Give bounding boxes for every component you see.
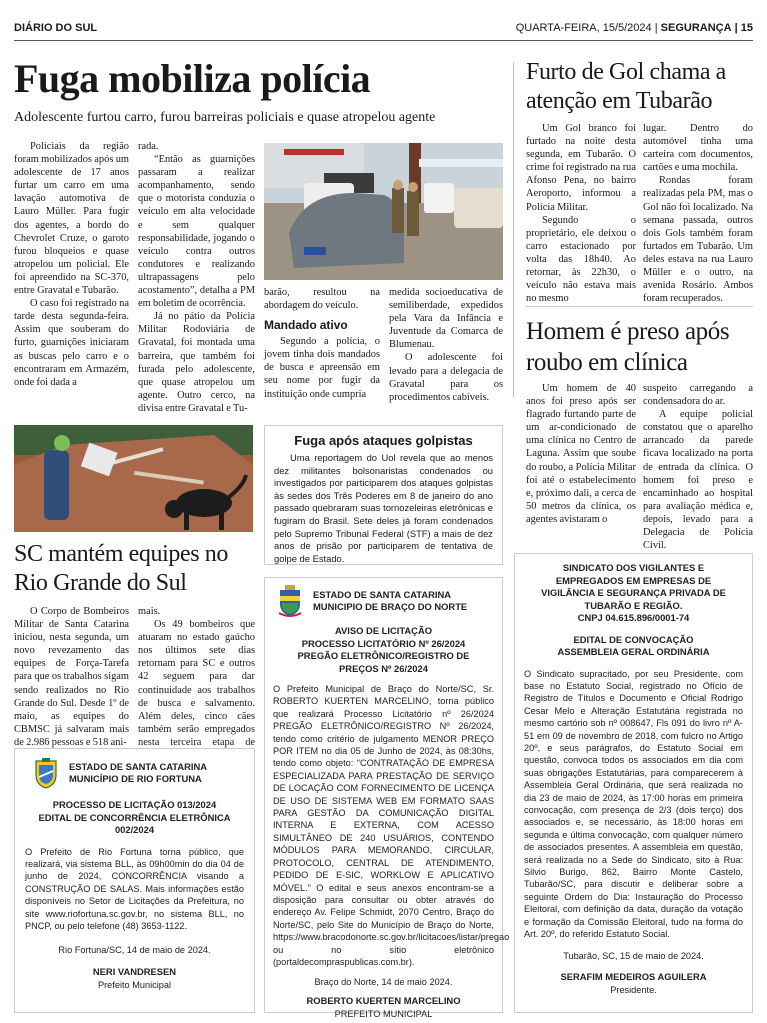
paragraph: “Então as guarnições passaram a realizar acompanhamento, sendo que o motorista conduzia o veículo em alta velocidade e sem qualquer responsabilidade, jogando o veículo contra outros condutores e realizando ultrapassagens pelo acostamento”, detalha a PM em boletim de ocorrência. <box>138 154 255 310</box>
rescue-dog-photo-illustration <box>14 425 253 532</box>
paragraph: lugar. Dentro do automóvel tinha uma carteira com documentos, cartões e uma mochila. <box>643 123 753 174</box>
notice-place-date: Braço do Norte, 14 de maio 2024. <box>314 977 453 988</box>
sc-story-column-1 <box>14 605 129 748</box>
gol-story-column-2 <box>643 122 753 305</box>
braco-do-norte-notice <box>264 577 510 1020</box>
main-story-column-4 <box>389 286 503 403</box>
police-car-photo-illustration <box>264 143 503 280</box>
notice-body: O Prefeito de Rio Fortuna torna público, que realizará, via sistema BLL, às 09h00min do dia 04 de junho de 2024, CONCORRÊNCIA visando a CONSTRUÇÃO DE SALAS. Mais informações estão disponíveis no Setor de Licitações da Prefeitura, no site www.riofortuna.sc.gov.br, no sistema BLL, no PNCP, ou pelo telefone (48) 3653-1122. <box>25 846 244 931</box>
notice-edital: EDITAL DE CONCORRÊNCIA ELETRÔNICA 002/2024 <box>38 811 231 835</box>
sc-headline: SC mantém equipes no Rio Grande do Sul <box>14 541 228 596</box>
notice-body: O Prefeito Municipal de Braço do Norte/SC, Sr. ROBERTO KUERTEN MARCELINO, torna público que realizará Processo Licitatório nº 26/2024 PREGÃO ELETRÔNICO/REGISTRO Nº 26/2024, tendo como critério de julgamento MENOR PREÇO POR ITEM no dia 05 de Junho de 2024, às 08:30hs, tendo como objeto: “CONTRATAÇÃO DE EMPRESA ESPECIALIZADA PARA PRESTAÇÃO DE SERVIÇO DE LOCAÇÃO COM FORNECIMENTO DE LICENÇA DE USO DE SISTEMA WEB EM FORMATO SAAS PARA GESTÃO DA COMUNICAÇÃO DIGITAL INTERNA E EXTERNA, COM ACESSO SIMULTÂNEO DE 240 USUÁRIOS, CONTENDO MÓDULOS PARA MEMORANDO, CIRCULAR, PROTOCOLO, CENTRAL DE ATENDIMENTO, PEDIDO DE E-SIC, WORKLOW E APLICATIVO MÓVEL.” O edital e seus anexos encontram-se a disposição para consultar ou obter através do endereço Av. Felipe Schmidt, 2070 Centro, Braço do Norte/SC, pelo Site do Município de Braço do Norte, https://www.bracodonorte.sc.gov.br/licitacoes/listar/pregao ou no sítio eletrônico (portaldecompraspublicas.com.br). <box>273 684 510 967</box>
rescue-dog-photo <box>14 425 253 532</box>
newspaper-name: DIÁRIO DO SUL <box>14 22 98 34</box>
paragraph: Segundo o proprietário, ele deixou o carro estacionado por volta das 18h40. Ao retornar, às 22h30, o veículo não estava mais no mesmo <box>526 214 636 305</box>
notice-heading-pregao: PREGÃO ELETRÔNICO/REGISTRO DE PREÇOS Nº 26/2024 <box>297 650 470 674</box>
paragraph: O caso foi registrado na tarde desta segunda-feira. Assim que souberam do furto, guarnições iniciaram as buscas pelo carro e o encontraram em Armazém, onde foi dada a <box>14 298 129 388</box>
homem-headline: Homem é preso após roubo em clínica <box>526 318 730 376</box>
paragraph: rada. <box>138 141 159 152</box>
main-story-column-3 <box>264 286 380 398</box>
notice-signer-role: Prefeito Municipal <box>97 980 172 991</box>
notice-signer-role: Presidente. <box>610 985 657 996</box>
header-date: QUARTA-FEIRA, 15/5/2024 <box>515 22 652 34</box>
paragraph: Os 49 bombeiros que atuaram no estado gaúcho nos últimos sete dias retornam para SC e outros 42 seguem para dar continuidade aos trabalhos de busca e salvamento. Além deles, cinco cães também serão empregados nesta terceira etapa de <box>138 619 255 748</box>
notice-body: O Sindicato supracitado, por seu Presidente, com base no Estatuto Social, registrado no Ofício de Registro de Títulos e Documento e Oficial Rodrigo Cesar Melo e Alteração Estatutária registrada no mesmo cartório sob nº 008647, Fls 091 do livro nº A-51 em 09 de novembro de 2018, com fulcro no Artigo 20º, e seus parágrafos, do Estatuto Social em questão, convoca todos os associados em dia com suas obrigações Estatutárias, para comparecerem à Assembleia Geral Ordinária, que será realizada no dia 23 de maio de 2024, às 17:00 horas em primeira convocação, com presença de 2/3 (dois terço) dos associados e, se necessário, às 18:00 horas em segunda e última convocação, com qualquer número de associados presentes. A assembleia em questão, será realizada no a Sede do Sindicato, sito à Rua: Silvio Burigo, 862, Bairro Monte Castelo, Tubarão/SC, para discutir e deliberar sobre a seguinte Ordem do Dia: Instauração do Processo Eleitoral, com definição da data, duração da votação e formação da Comissão Eleitoral, tudo na forma do Art. 20º, do referido Estatuto Social. <box>524 668 743 940</box>
main-story-column-2 <box>138 140 255 414</box>
header-date-section: QUARTA-FEIRA, 15/5/2024 | SEGURANÇA | 15 <box>515 22 753 34</box>
paragraph: Policiais da região foram mobilizados após um adolescente de 17 anos furtar um carro em uma lavação automotiva de Lauro Müller. Para fugir dos agentes, a bordo do Chevrolet Cruze, o garoto furou bloqueios e quase atropelou um policial. Ele foi apreendido na SC-370, entre Gravatal e Tubarão. <box>14 141 129 297</box>
rio-fortuna-crest-icon <box>33 757 59 789</box>
rio-fortuna-notice <box>14 748 255 1013</box>
paragraph: Segundo a polícia, o jovem tinha dois mandados de busca e apreensão em seu nome por fugir da instituição onde cumpria <box>264 336 380 400</box>
main-story-column-1 <box>14 140 129 388</box>
gol-story-column-1 <box>526 122 636 305</box>
paragraph: A equipe policial constatou que o aparelho arrancado da parede ficava localizado na porta de entrada da clínica. O homem foi preso e encaminhado ao hospital para avaliação médica e, depois, levado para a Delegacia de Polícia Civil. <box>643 409 753 552</box>
braco-do-norte-crest-icon <box>277 585 303 617</box>
notice-municipality: MUNICÍPIO DE RIO FORTUNA <box>69 773 202 784</box>
sindicato-notice <box>514 553 753 1013</box>
section-divider <box>526 306 753 307</box>
notice-state: ESTADO DE SANTA CATARINA <box>313 588 452 600</box>
box-title: Fuga após ataques golpistas <box>294 433 473 448</box>
notice-heading: SINDICATO DOS VIGILANTES E EMPREGADOS EM EMPRESAS DE VIGILÂNCIA E SEGURANÇA PRIVADA DE TUBARÃO E REGIÃO. <box>541 562 726 611</box>
paragraph: O adolescente foi levado para a delegacia de Gravatal para os procedimentos cabíveis. <box>389 352 503 403</box>
notice-edital: EDITAL DE CONVOCAÇÃO <box>573 633 694 645</box>
notice-signer: NERI VANDRESEN <box>92 966 177 978</box>
notice-place-date: Rio Fortuna/SC, 14 de maio de 2024. <box>58 945 211 956</box>
notice-heading-processo: PROCESSO LICITATÓRIO Nº 26/2024 <box>301 637 466 649</box>
paragraph: O Corpo de Bombeiros Militar de Santa Catarina iniciou, nesta segunda, um novo revezamento das equipes de Força-Tarefa para que os trabalhos sigam sendo realizados no Rio Grande do Sul. Desde 1º de maio, as equipes do CBMSC já salvaram mais de 2.986 pessoas e 518 ani- <box>14 606 129 748</box>
paragraph: Rondas foram realizadas pela PM, mas o Gol não foi localizado. Na semana passada, outros dois Gols também foram furtados em Tubarão. Um deles estava na rua Lauro Müller e o outro, na avenida Rosário. Ambos foram recuperados. <box>643 175 753 305</box>
notice-signer-role: PREFEITO MUNICIPAL <box>334 1009 433 1020</box>
police-car-photo <box>264 143 503 280</box>
paragraph: Um Gol branco foi furtado na noite desta segunda, em Tubarão. O crime foi registrado na rua Afonso Pena, no bairro Aeroporto, informou a Polícia Militar. <box>526 123 636 213</box>
notice-municipality: MUNICIPIO DE BRAÇO DO NORTE <box>313 601 468 612</box>
paragraph: suspeito carregando a condensadora do ar. <box>643 383 753 408</box>
paragraph: medida socioeducativa de semiliberdade, expedidos pela Vara da Infância e Juventude da Comarca de Blumenau. <box>389 287 503 351</box>
fuga-ataques-box <box>264 425 503 565</box>
box-body: Uma reportagem do Uol revela que ao menos dez militantes bolsonaristas condenados ou investigados por participarem dos ataques golpistas às sedes dos Três Poderes em 8 de janeiro do ano passado quebraram suas tornozeleiras eletrônicas e fugiram do Brasil. Sete deles já foram condenados pelo Supremo Tribunal Federal (STF) a mais de dez anos de prisão por participarem de tentativa de golpe de Estado. <box>274 452 493 564</box>
homem-story-column-2 <box>643 382 753 552</box>
header-divider <box>14 40 753 41</box>
notice-assembleia: ASSEMBLEIA GERAL ORDINÁRIA <box>557 646 710 657</box>
notice-signer: SERAFIM MEDEIROS AGUILERA <box>560 971 707 983</box>
column-divider <box>513 62 514 397</box>
notice-place-date: Tubarão, SC, 15 de maio de 2024. <box>563 951 704 962</box>
paragraph: Um homem de 40 anos foi preso após ser flagrado furtando parte de um ar-condicionado de uma clínica no Centro de Laguna. Assim que soube do roubo, a Polícia Militar foi até o estabelecimento e, próximo dali, a cerca de 50 metros da clínica, os agentes avistaram o <box>526 383 636 525</box>
notice-process: PROCESSO DE LICITAÇÃO 013/2024 <box>52 799 217 810</box>
main-deck: Adolescente furtou carro, furou barreiras policiais e quase atropelou agente <box>14 110 436 125</box>
notice-cnpj: CNPJ 04.615.896/0001-74 <box>577 612 690 623</box>
homem-story-column-1 <box>526 382 636 542</box>
notice-heading-aviso: AVISO DE LICITAÇÃO <box>334 625 433 636</box>
notice-signer: ROBERTO KUERTEN MARCELINO <box>306 995 461 1007</box>
paragraph: mais. <box>138 606 161 617</box>
notice-state: ESTADO DE SANTA CATARINA <box>69 760 208 772</box>
paragraph: barão, resultou na abordagem do veículo. <box>264 287 380 312</box>
page-number: 15 <box>740 22 753 34</box>
header-section: SEGURANÇA <box>660 22 732 34</box>
sc-story-column-2 <box>138 605 255 748</box>
paragraph: Já no pátio da Polícia Militar Rodoviária de Gravatal, foi montada uma barreira, que também foi furada pelo adolescente, que quase atropelou um agente. Outro cerco, na divisa entre Gravatal e Tu- <box>138 311 255 414</box>
gol-headline: Furto de Gol chama a atenção em Tubarão <box>526 59 726 114</box>
subhead-mandado-ativo: Mandado ativo <box>264 318 348 333</box>
main-headline: Fuga mobiliza polícia <box>14 56 371 101</box>
